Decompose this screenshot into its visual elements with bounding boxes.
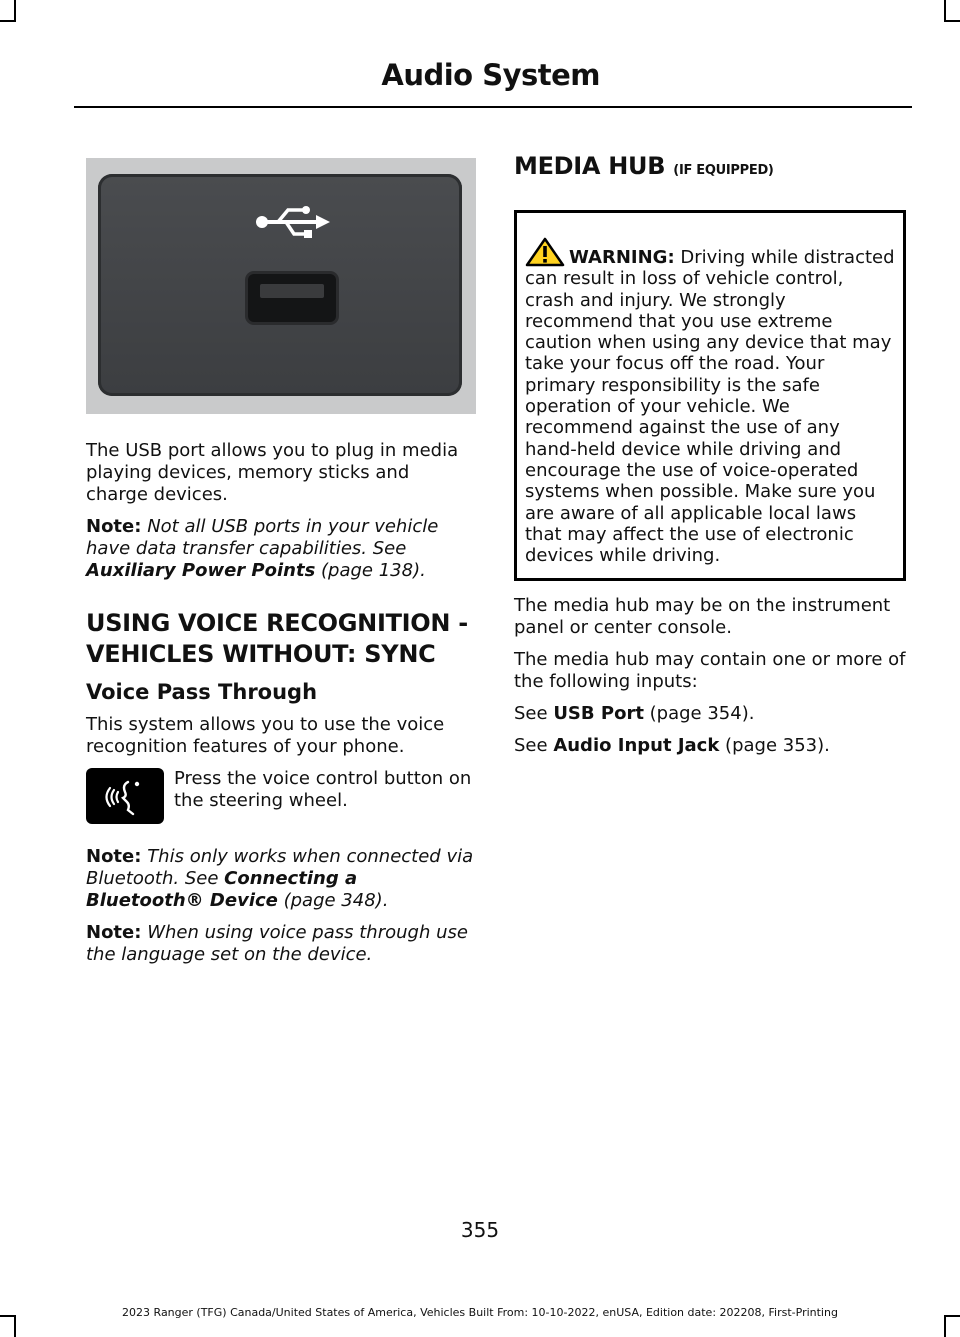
usb-symbol-icon: [254, 202, 334, 242]
note-bluetooth: [86, 846, 476, 912]
note-label: Note:: [86, 922, 142, 943]
warning-triangle-icon: [525, 237, 565, 267]
xref-page: (page 354).: [649, 703, 755, 725]
see-prefix: See: [514, 735, 548, 757]
voice-command-icon: [86, 768, 164, 824]
xref-connecting-bluetooth-device[interactable]: Connecting a Bluetooth® Device: [86, 868, 358, 911]
xref-page: (page 353).: [725, 735, 830, 757]
heading-line: VEHICLES WITHOUT: SYNC: [86, 640, 436, 668]
voice-intro: This system allows you to use the voice recognition features of your phone.: [86, 714, 445, 757]
subheading-voice-pass-through: Voice Pass Through: [86, 680, 318, 704]
voice-instruction: Press the voice control button on the steering wheel.: [174, 768, 472, 811]
heading-text: MEDIA HUB: [514, 152, 666, 180]
xref-page: (page 138).: [321, 560, 426, 581]
media-hub-location: The media hub may be on the instrument panel or center console.: [514, 595, 891, 639]
crop-mark: [14, 0, 16, 22]
section-heading-voice-recognition: [86, 608, 476, 670]
crop-mark: [944, 20, 960, 22]
page-number: 355: [460, 1218, 500, 1242]
note-body: Not all USB ports in your vehicle have data transfer capabilities. See: [86, 516, 439, 559]
warning-body: Driving while distracted can result in loss of vehicle control, crash and injury. We strongly recommend that you use extreme caution when using any device that may take your focus off the road. Your primary responsibility is the safe operation of your vehicle. We recommend against the use of any hand-held device while driving and encourage the use of voice-operated systems when possible. Make sure you are aware of all applicable local laws that may affect the use of electronic devices while driving.: [525, 247, 895, 567]
note-label: Note:: [86, 846, 142, 867]
warning-box: [514, 210, 906, 581]
note-language: [86, 922, 476, 966]
xref-audio-input-jack[interactable]: Audio Input Jack: [553, 735, 720, 757]
page-header-title: Audio System: [381, 58, 600, 92]
xref-usb-port[interactable]: USB Port: [553, 703, 644, 725]
usb-port-photo: [86, 158, 476, 414]
xref-page: (page 348).: [283, 890, 389, 911]
left-column: [86, 150, 476, 976]
header-divider: [74, 106, 912, 108]
see-audio-input-jack: [514, 735, 906, 757]
note-body: When using voice pass through use the language set on the device.: [86, 922, 468, 965]
warning-label: WARNING:: [569, 247, 675, 268]
voice-control-row: [86, 768, 476, 832]
crop-mark: [0, 20, 16, 22]
note-usb-data: [86, 516, 476, 582]
usb-panel: [98, 174, 462, 396]
heading-line: USING VOICE RECOGNITION -: [86, 609, 468, 637]
right-column: [514, 150, 906, 767]
media-hub-inputs: The media hub may contain one or more of the following inputs:: [514, 649, 906, 693]
usb-description: The USB port allows you to plug in media playing devices, memory sticks and charge devices.: [86, 440, 459, 505]
voice-control-button-image: [86, 768, 164, 824]
crop-mark: [944, 0, 946, 22]
see-prefix: See: [514, 703, 548, 725]
usb-port-tongue: [260, 284, 324, 298]
note-label: Note:: [86, 516, 142, 537]
usb-port: [248, 274, 336, 322]
section-heading-media-hub: [514, 152, 906, 180]
note-body: This only works when connected via Bluetooth. See: [86, 846, 474, 889]
xref-auxiliary-power-points[interactable]: Auxiliary Power Points: [86, 560, 316, 581]
see-usb-port: [514, 703, 906, 725]
heading-suffix: (IF EQUIPPED): [673, 163, 774, 178]
footer-edition-text: 2023 Ranger (TFG) Canada/United States of America, Vehicles Built From: 10-10-2022, enUSA, Edition date: 202208, First-Printing: [122, 1306, 838, 1319]
